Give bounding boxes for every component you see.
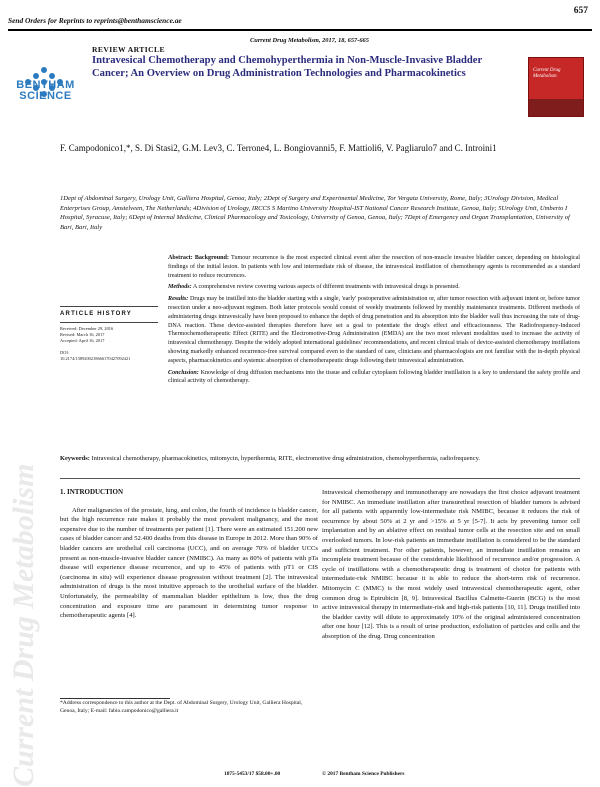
- journal-cover-band: [529, 99, 583, 116]
- history-rule-bottom: [60, 322, 158, 323]
- history-revised: Revised: March 16, 2017: [60, 332, 105, 337]
- journal-citation: Current Drug Metabolism, 2017, 18, 657-665: [250, 37, 369, 44]
- article-history-title: ARTICLE HISTORY: [60, 311, 133, 317]
- abstract-results: Drugs may be instilled into the bladder starting with a single, 'early' postoperative administration or, after tumor resection with adjuvant intent or, before tumor resection under a neo-adjuvant regimen. Both latter protocols would consist of weekly treatments followed by monthly maintenance treatments. Different methods of administering drugs intravesically have been proposed to enhance the depth of drug penetration and its absorption into the bladder wall thus increasing the rate of drug-DNA reaction. These device-assisted therapies therefore have set a goal to potentiate the drug's effect and efficaciousness. The Radiofrequency-Induced Thermochemotherapeutic Effect (RITE) and the Electromotive-Drug Administration (EMDA) are the two most relevant modalities used to increase the activity of intravesical chemotherapy. Despite the widely adopted international guidelines' recommendations, and recent clinical trials of device-assisted chemotherapy instillations showing markedly enhanced recurrence-free survival compared even to the standard of care, clinicians and pharmacologists are not familiar with the in-depth physical aspects, pharmacokinetics and systemic absorption of chemotherapeutic drugs following their intravesical administration.: [168, 296, 580, 364]
- section-label: REVIEW ARTICLE: [92, 45, 165, 54]
- correspondence-note: *Address correspondence to this author at the Dept. of Abdominal Surgery, Urology Unit, Galliera Hospital, Genoa, Italy; E-mail: fabio.campodonico@galliera.it: [60, 700, 303, 714]
- bentham-logo-text: BENTHAM SCIENCE: [16, 79, 75, 102]
- abstract-background: Tumour recurrence is the most expected clinical event after the resection of non-muscle invasive bladder cancer, depending on histological findings of the initial lesion. In patients with low and intermediate risk of disease, the intravesical instillation of chemotherapy agents is recommended as a standard treatment to reduce recurrences.: [168, 255, 580, 279]
- intro-paragraph-right: Intravesical chemotherapy and immunotherapy are nowadays the first choice adjuvant treatment for NMIBC. An immediate instillation after transurethral resection of bladder tumors is advised for all patients with apparently low-intermediate risk NMIBC, because it reduces the risk of recurrence by about 50% at 2 yr and >15% at 5 yr [5-7]. It acts by preventing tumor cell implantation and by an ablative effect on residual tumor cells at the resection site and on small overlooked tumors. In low-risk patients an immediate instillation is considered to be the standard and sufficient treatment. For other patients, however, an immediate instillation remains an incomplete treatment because of the considerable likelihood of recurrence and/or progression. A cycle of instillations with a chemotherapeutic drug is treatment of choice for patients with intermediate-risk NMIBC because it is able to reduce the short-term risk of recurrence. Mitomycin C (MMC) is the most widely used intravesical chemotherapeutic agent, other common drug is Epirubicin [8, 9]. Intravesical Bacillus Calmette-Guerin (BCG) is the most active intravesical therapy in intermediate-risk and high-risk patients [10, 11]. Drugs instilled into the bladder cavity will dilute to approximately 10% of the original administered concentration after one hour [12]. This is a result of urine production, exfoliation of particles and cells and the absorption of the drug. Drug concentration: [322, 489, 580, 640]
- intro-heading: 1. INTRODUCTION: [60, 488, 124, 496]
- history-accepted: Accepted: April 16, 2017: [60, 338, 105, 343]
- journal-cover-title: Current Drug Metabolism: [533, 68, 561, 79]
- keywords-label: Keywords:: [60, 455, 90, 462]
- footer-issn: 1875-5453/17 $58.00+.00: [224, 771, 281, 777]
- affiliations: 1Dept of Abdominal Surgery, Urology Unit, Galliera Hospital, Genoa, Italy; 2Dept of Surgery and Experimental Medicine, Tor Vergata University, Rome, Italy; 3Urology Division, Medical Enterprises Group, Amstelveen, The Netherlands; 4Division of Urology, IRCCS S Martino University Hospital-IST National Cancer Research Institute, Genoa, Italy; 5Urology Unit, Umberto I Hospital, Syracuse, Italy; 6Dept of Internal Medicine, Clinical Pharmacology and Toxicology, University of Genoa, Genoa, Italy; 7Dept of Emergency and Organ Transplantation, University of Bari, Bari, Italy: [60, 195, 570, 231]
- abstract: [168, 254, 580, 389]
- watermark: [4, 150, 44, 787]
- page-number: 657: [573, 6, 588, 16]
- journal-cover: [528, 57, 584, 117]
- keywords-text: Intravesical chemotherapy, pharmacokinetics, mitomycin, hyperthermia, RITE, electromotive drug administration, chemohyperthermia, radiofrequency.: [91, 455, 480, 462]
- history-received: Received: December 29, 2016: [60, 326, 114, 331]
- abstract-conclusion: Knowledge of drug diffusion mechanisms into the tissue and cellular cytoplasm following bladder instillation is a key to understand the safety profile and clinical activity of chemotherapy.: [168, 369, 580, 385]
- history-doi-label: DOI:: [60, 350, 70, 355]
- author-list: F. Campodonico1,*, S. Di Stasi2, G.M. Lev3, C. Terrone4, L. Bongiovanni5, F. Mattioli6, V. Pagliarulo7 and C. Introini1: [60, 143, 497, 153]
- reprints-header: Send Orders for Reprints to reprints@benthamscience.ae: [8, 16, 182, 25]
- watermark-text: Current Drug Metabolism: [7, 463, 40, 787]
- column-left: [60, 488, 318, 621]
- footer-copyright: © 2017 Bentham Science Publishers: [322, 771, 405, 777]
- intro-paragraph-left: After malignancies of the prostate, lung, and colon, the fourth of incidence is bladder cancer, but the high recurrence rate makes it probably the most prevalent malignancy, and the most expensive due to the number of treatments per patient [1]. There were an estimated 151.200 new cases of bladder cancer and 52.400 deaths from this disease in Europe in 2012. More than 90% of bladder cancers are urothelial cell carcinoma (UCC), and on average 70% of bladder UCCs present as non-muscle-invasive bladder cancer (NMIBC). As many as 80% of patients with pTa disease will experience disease recurrence, and up to 45% of patients with pT1 or CIS (carcinoma in situ) will experience disease progression without treatment [2]. The intravesical administration of drugs is the most intuitive approach to the urothelial surface of the bladder. Unfortunately, the permeability of mammalian bladder epithelium is low, thus the drug concentration and exposure time are paramount in determining tumor response to chemotherapeutic agents [4].: [60, 506, 318, 620]
- abstract-conclusion-label: Conclusion:: [168, 369, 199, 376]
- history-rule-top: [60, 306, 158, 307]
- keywords: [60, 454, 580, 463]
- article-title: Intravesical Chemotherapy and Chemohyperthermia in Non-Muscle-Invasive Bladder Cancer; An Overview on Drug Administration Technologies and Pharmacokinetics: [92, 55, 482, 79]
- abstract-methods: A comprehensive review covering various aspects of different treatments with intravesical drugs is presented.: [192, 284, 460, 291]
- history-doi: 10.2174/1389200218666170427092421: [60, 356, 131, 361]
- column-right: [322, 488, 580, 642]
- keywords-rule: [60, 478, 580, 479]
- abstract-methods-label: Methods:: [168, 284, 192, 291]
- abstract-results-label: Results:: [168, 296, 189, 303]
- abstract-background-label: Abstract: Background:: [168, 255, 229, 261]
- footnote-rule: [60, 698, 170, 699]
- header-rule: [8, 29, 592, 31]
